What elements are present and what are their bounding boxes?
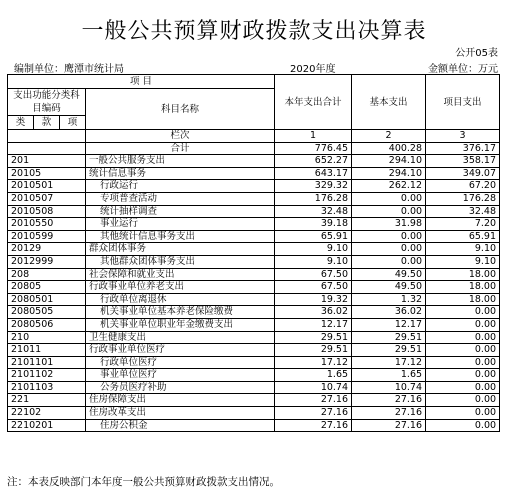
row-subject-name: 机关事业单位基本养老保险缴费 — [86, 306, 275, 319]
row-basic: 36.02 — [352, 306, 426, 319]
table-row — [8, 356, 500, 369]
row-basic: 0.00 — [352, 230, 426, 243]
row-code: 22102 — [8, 407, 86, 420]
row-project: 176.28 — [426, 192, 500, 205]
footnote: 注：本表反映部门本年度一般公共预算财政拨款支出情况。 — [7, 476, 280, 488]
row-total: 652.27 — [275, 155, 352, 168]
row-subject-name: 其他群众团体事务支出 — [86, 255, 275, 268]
row-basic: 29.51 — [352, 331, 426, 344]
row-code: 2010507 — [8, 192, 86, 205]
row-project: 0.00 — [426, 407, 500, 420]
row-total: 39.18 — [275, 218, 352, 231]
row-code: 201 — [8, 155, 86, 168]
row-basic: 27.16 — [352, 419, 426, 432]
row-code: 2080501 — [8, 293, 86, 306]
row-total: 29.51 — [275, 344, 352, 357]
table-row — [8, 192, 500, 205]
row-subject-name: 行政运行 — [86, 180, 275, 193]
row-code: 2101102 — [8, 369, 86, 382]
row-total: 27.16 — [275, 419, 352, 432]
table-row — [8, 167, 500, 180]
row-project: 349.07 — [426, 167, 500, 180]
row-code: 21011 — [8, 344, 86, 357]
row-project: 0.00 — [426, 306, 500, 319]
row-code: 2010550 — [8, 218, 86, 231]
table-row — [8, 268, 500, 281]
row-total: 10.74 — [275, 381, 352, 394]
header-lei: 类 — [8, 116, 34, 130]
row-code: 221 — [8, 394, 86, 407]
row-total: 27.16 — [275, 394, 352, 407]
index-label: 栏次 — [86, 130, 275, 143]
row-basic: 12.17 — [352, 318, 426, 331]
row-basic: 17.12 — [352, 356, 426, 369]
row-total: 17.12 — [275, 356, 352, 369]
row-code: 20805 — [8, 281, 86, 294]
table-row — [8, 218, 500, 231]
row-basic: 1.65 — [352, 369, 426, 382]
table-row — [8, 205, 500, 218]
table-row — [8, 318, 500, 331]
header-total: 本年支出合计 — [275, 75, 352, 130]
row-subject-name: 行政事业单位养老支出 — [86, 281, 275, 294]
row-code: 2210201 — [8, 419, 86, 432]
row-code: 2080505 — [8, 306, 86, 319]
header-subject-name: 科目名称 — [86, 89, 275, 130]
row-subject-name: 行政单位医疗 — [86, 356, 275, 369]
row-subject-name: 统计信息事务 — [86, 167, 275, 180]
table-row — [8, 419, 500, 432]
row-subject-name: 社会保障和就业支出 — [86, 268, 275, 281]
row-project: 0.00 — [426, 369, 500, 382]
row-code: 2010508 — [8, 205, 86, 218]
fiscal-year: 2020年度 — [290, 64, 336, 75]
row-subject-name: 行政单位离退休 — [86, 293, 275, 306]
table-row — [8, 306, 500, 319]
row-project: 18.00 — [426, 293, 500, 306]
currency-unit: 金额单位：万元 — [428, 64, 498, 75]
row-total: 65.91 — [275, 230, 352, 243]
row-subject-name: 其他统计信息事务支出 — [86, 230, 275, 243]
row-total: 329.32 — [275, 180, 352, 193]
row-project: 0.00 — [426, 318, 500, 331]
table-row — [8, 230, 500, 243]
row-basic: 0.00 — [352, 205, 426, 218]
meta-line — [6, 60, 502, 75]
row-project: 32.48 — [426, 205, 500, 218]
row-total: 67.50 — [275, 281, 352, 294]
header-row-1 — [8, 75, 500, 89]
row-project: 358.17 — [426, 155, 500, 168]
row-basic: 0.00 — [352, 243, 426, 256]
row-subject-name: 统计抽样调查 — [86, 205, 275, 218]
form-code: 公开05表 — [455, 48, 498, 59]
row-project: 67.20 — [426, 180, 500, 193]
row-project: 9.10 — [426, 255, 500, 268]
row-total: 643.17 — [275, 167, 352, 180]
row-project: 0.00 — [426, 381, 500, 394]
row-total: 27.16 — [275, 407, 352, 420]
index-2: 2 — [352, 130, 426, 143]
row-subject-name: 住房改革支出 — [86, 407, 275, 420]
row-subject-name: 一般公共服务支出 — [86, 155, 275, 168]
row-project: 0.00 — [426, 344, 500, 357]
index-row — [8, 130, 500, 143]
row-basic: 0.00 — [352, 192, 426, 205]
row-basic: 262.12 — [352, 180, 426, 193]
row-code: 2010501 — [8, 180, 86, 193]
total-label: 合计 — [86, 142, 275, 155]
row-code: 2101101 — [8, 356, 86, 369]
page-title: 一般公共预算财政拨款支出决算表 — [81, 19, 427, 44]
row-code: 208 — [8, 268, 86, 281]
row-subject-name: 专项普查活动 — [86, 192, 275, 205]
total-row — [8, 142, 500, 155]
row-basic: 1.32 — [352, 293, 426, 306]
total-value-2: 400.28 — [352, 142, 426, 155]
row-basic: 10.74 — [352, 381, 426, 394]
row-subject-name: 公务员医疗补助 — [86, 381, 275, 394]
row-subject-name: 事业运行 — [86, 218, 275, 231]
row-subject-name: 卫生健康支出 — [86, 331, 275, 344]
row-code: 2012999 — [8, 255, 86, 268]
row-code: 20129 — [8, 243, 86, 256]
row-code: 2101103 — [8, 381, 86, 394]
table-row — [8, 344, 500, 357]
row-subject-name: 住房保障支出 — [86, 394, 275, 407]
row-total: 29.51 — [275, 331, 352, 344]
table-row — [8, 281, 500, 294]
table-row — [8, 155, 500, 168]
row-basic: 49.50 — [352, 268, 426, 281]
row-code: 2080506 — [8, 318, 86, 331]
table-row — [8, 255, 500, 268]
total-value-3: 376.17 — [426, 142, 500, 155]
table-row — [8, 243, 500, 256]
row-project: 0.00 — [426, 419, 500, 432]
row-total: 12.17 — [275, 318, 352, 331]
row-total: 9.10 — [275, 255, 352, 268]
table-row — [8, 394, 500, 407]
row-subject-name: 事业单位医疗 — [86, 369, 275, 382]
row-basic: 49.50 — [352, 281, 426, 294]
row-total: 36.02 — [275, 306, 352, 319]
row-basic: 294.10 — [352, 155, 426, 168]
row-code: 2010599 — [8, 230, 86, 243]
compiling-unit: 编制单位：鹰潭市统计局 — [14, 64, 124, 75]
header-project: 项目支出 — [426, 75, 500, 130]
table-row — [8, 180, 500, 193]
table-row — [8, 369, 500, 382]
table-row — [8, 381, 500, 394]
row-total: 1.65 — [275, 369, 352, 382]
row-basic: 294.10 — [352, 167, 426, 180]
row-project: 0.00 — [426, 356, 500, 369]
table-row — [8, 331, 500, 344]
total-value-1: 776.45 — [275, 142, 352, 155]
row-basic: 29.51 — [352, 344, 426, 357]
row-project: 18.00 — [426, 268, 500, 281]
table-row — [8, 293, 500, 306]
row-subject-name: 住房公积金 — [86, 419, 275, 432]
row-project: 9.10 — [426, 243, 500, 256]
row-total: 19.32 — [275, 293, 352, 306]
row-basic: 31.98 — [352, 218, 426, 231]
table-row — [8, 407, 500, 420]
row-total: 9.10 — [275, 243, 352, 256]
row-subject-name: 行政事业单位医疗 — [86, 344, 275, 357]
expenditure-table — [7, 74, 500, 432]
row-code: 210 — [8, 331, 86, 344]
row-project: 7.20 — [426, 218, 500, 231]
row-total: 176.28 — [275, 192, 352, 205]
row-subject-name: 群众团体事务 — [86, 243, 275, 256]
row-project: 65.91 — [426, 230, 500, 243]
index-1: 1 — [275, 130, 352, 143]
row-code: 20105 — [8, 167, 86, 180]
row-total: 32.48 — [275, 205, 352, 218]
header-xiang: 项 — [60, 116, 86, 130]
row-basic: 27.16 — [352, 394, 426, 407]
header-kuan: 款 — [34, 116, 60, 130]
row-project: 18.00 — [426, 281, 500, 294]
header-basic: 基本支出 — [352, 75, 426, 130]
row-basic: 27.16 — [352, 407, 426, 420]
row-project: 0.00 — [426, 331, 500, 344]
header-func-code: 支出功能分类科目编码 — [8, 89, 86, 116]
row-total: 67.50 — [275, 268, 352, 281]
header-item: 项 目 — [8, 75, 275, 89]
row-basic: 0.00 — [352, 255, 426, 268]
row-project: 0.00 — [426, 394, 500, 407]
index-3: 3 — [426, 130, 500, 143]
row-subject-name: 机关事业单位职业年金缴费支出 — [86, 318, 275, 331]
